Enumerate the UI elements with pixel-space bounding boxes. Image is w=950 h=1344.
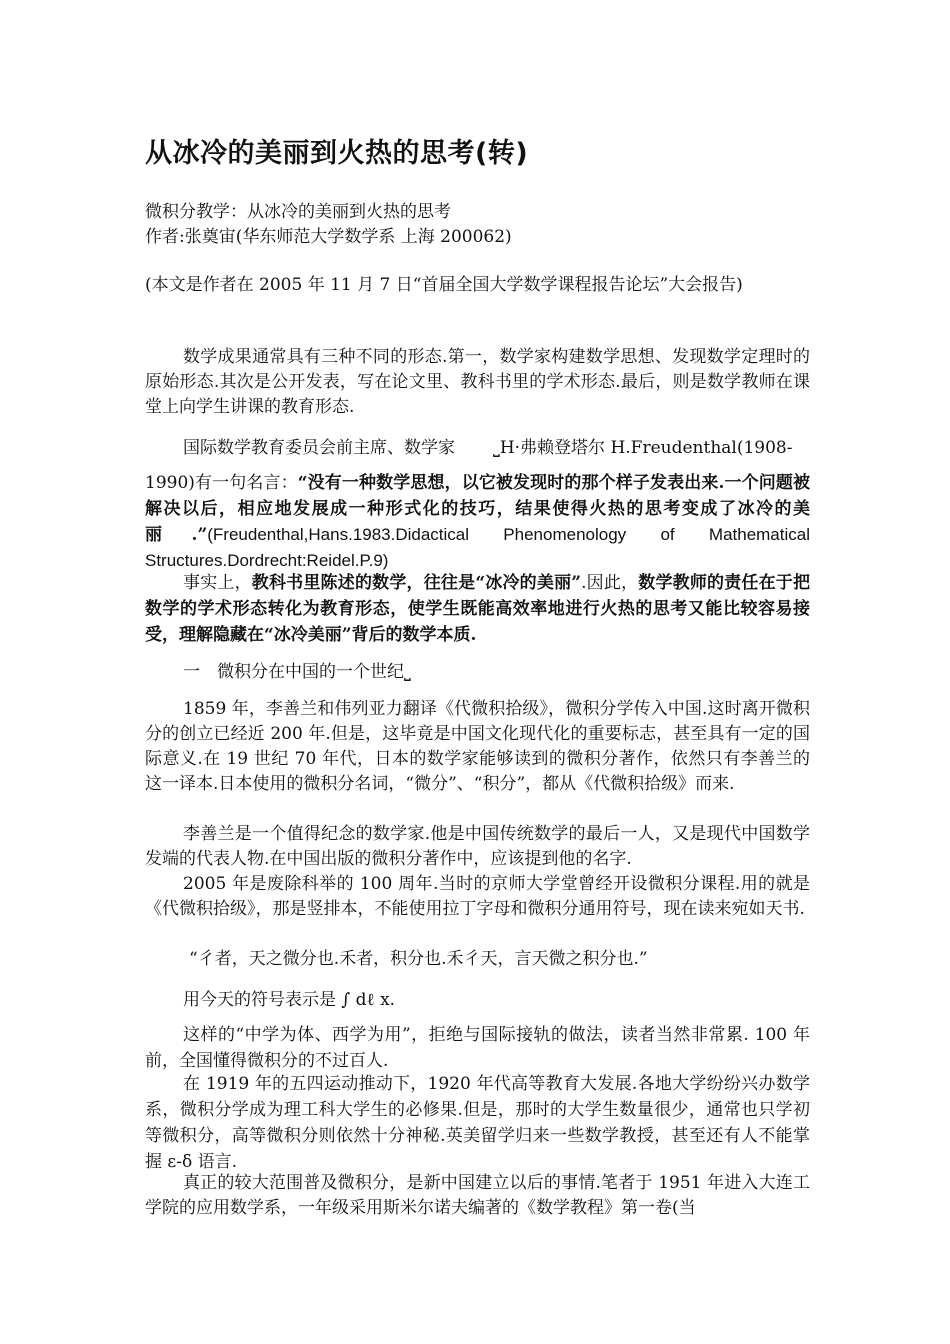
paragraph-may-fourth: 在 1919 年的五四运动推动下，1920 年代高等教育大发展.各地大学纷纷兴办数学系，微积分学成为理工科大学生的必修果.但是，那时的大学生数量很少，通常也只学初等微积分，高等微积分则依然十分神秘.英美留学归来一些数学教授，甚至还有人不能掌握 ε-δ 语言. <box>145 1074 810 1172</box>
author-line: 作者:张奠宙(华东师范大学数学系 上海 200062) <box>145 227 512 247</box>
paragraph-2005: 2005 年是废除科举的 100 周年.当时的京师大学堂曾经开设微积分课程.用的就是《代微积拾级》，那是竖排本，不能使用拉丁字母和微积分通用符号，现在读来宛如天书. <box>145 874 810 919</box>
teacher-responsibility: 数学教师的责任在于把数学的学术形态转化为教育形态，使学生既能高效率地进行火热的思考又能比较容易接受，理解隐藏在“冰冷美丽”背后的数学本质. <box>145 573 811 645</box>
paragraph-new-china: 真正的较大范围普及微积分，是新中国建立以后的事情.笔者于 1951 年进入大连工学院的应用数学系，一年级采用斯米尔诺夫编著的《数学教程》第一卷(当 <box>145 1173 810 1218</box>
cold-beauty-connector: .因此， <box>581 573 639 593</box>
freudenthal-reference: (Freudenthal,Hans.1983.Didactical Phenomenology of Mathematical Structures.Dordrecht:Reidel.P.9) <box>145 525 810 570</box>
paragraph-cold-beauty <box>145 570 810 648</box>
subtitle: 微积分教学：从冰冷的美丽到火热的思考 <box>145 202 451 222</box>
break-mark-icon: ⎵ <box>404 662 411 682</box>
break-mark-icon: ⎵ <box>493 438 500 458</box>
cold-beauty-emphasis: 教科书里陈述的数学，往往是“冰冷的美丽” <box>251 573 582 593</box>
cold-beauty-lead: 事实上， <box>183 573 252 593</box>
paragraph-1859: 1859 年，李善兰和伟列亚力翻译《代微积拾级》，微积分学传入中国.这时离开微积分的创立已经近 200 年.但是，这毕竟是中国文化现代化的重要标志，甚至具有一定的国际意义.在 19 世纪 70 年代，日本的数学家能够读到的微积分著作，依然只有李善兰的这一译本.日本使用的微积分名词，“微分”、“积分”，都从《代微积拾级》而来. <box>145 699 810 794</box>
report-note: (本文是作者在 2005 年 11 月 7 日“首届全国大学数学课程报告论坛”大会报告) <box>145 275 743 295</box>
section-heading-1 <box>183 660 411 684</box>
modern-notation-text: 用今天的符号表示是 <box>183 990 336 1010</box>
integral-formula: ∫ dℓ x. <box>341 990 396 1010</box>
page-title: 从冰冷的美丽到火热的思考(转) <box>145 138 529 169</box>
paragraph-zhongxue: 这样的“中学为体、西学为用”，拒绝与国际接轨的做法，读者当然非常累. 100 年前，全国懂得微积分的不过百人. <box>145 1025 810 1071</box>
freudenthal-name: H·弗赖登塔尔 H.Freudenthal(1908- <box>499 438 793 458</box>
freudenthal-years: 1990)有一句名言： <box>145 473 298 493</box>
modern-notation-line <box>183 988 395 1012</box>
classical-quote: “彳者，天之微分也.禾者，积分也.禾彳天，言天微之积分也.” <box>189 949 648 969</box>
paragraph-li-shanlan: 李善兰是一个值得纪念的数学家.他是中国传统数学的最后一人，又是现代中国数学发端的代表人物.在中国出版的微积分著作中，应该提到他的名字. <box>145 824 810 869</box>
section-heading-text: 一 微积分在中国的一个世纪 <box>183 662 404 682</box>
paragraph-forms: 数学成果通常具有三种不同的形态.第一，数学家构建数学思想、发现数学定理时的原始形态.其次是公开发表，写在论文里、教科书里的学术形态.最后，则是数学教师在课堂上向学生讲课的教育形态. <box>145 347 810 417</box>
freudenthal-intro: 国际数学教育委员会前主席、数学家 <box>183 438 455 458</box>
freudenthal-quote: “没有一种数学思想，以它被发现时的那个样子发表出来.一个问题被解决以后，相应地发展成一种形式化的技巧，结果使得火热的思考变成了冰冷的美丽.” <box>145 473 810 545</box>
paragraph-freudenthal <box>145 435 810 574</box>
